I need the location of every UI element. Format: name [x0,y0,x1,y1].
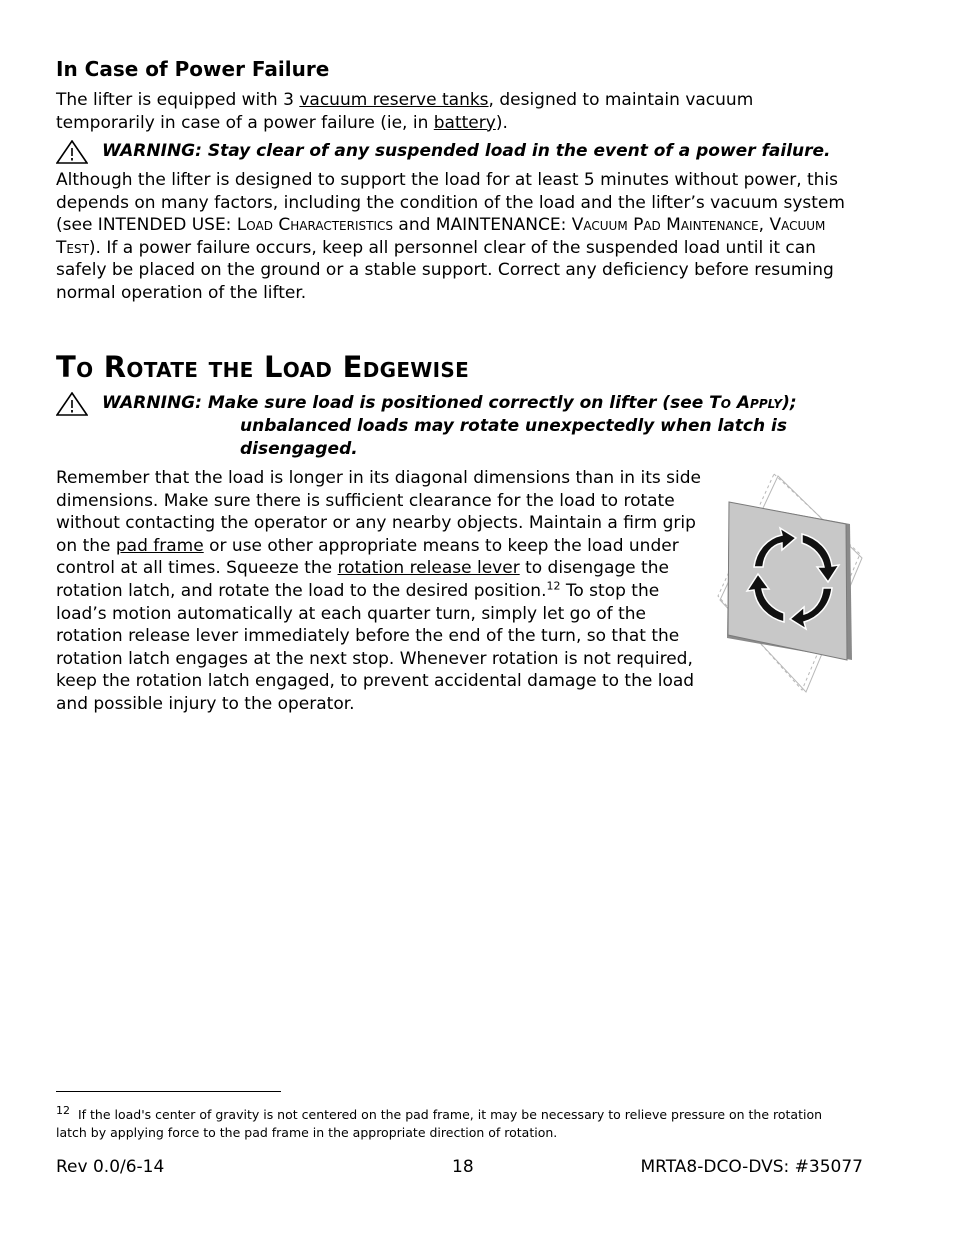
rotate-text-4: To stop the load’s motion automatically at each quarter turn, simply let go of the rotation release lever immediately before the end of the turn, so that the rotation latch engages at the next stop. Whenever rotation is not required, keep the rotation latch engaged, to prevent accidental damage to the load and possible injury to the operator. [56,580,695,714]
body-text-2: and MAINTENANCE: [393,215,572,236]
battery-link: battery [433,112,496,133]
rotate-text-1: Remember that the load is longer in its diagonal dimensions than in its side dimensions. Make sure there is sufficient clearance for the load to rotate without contacting the operator or any nearby objects. Maintain a firm grip on the [56,468,701,556]
footnote [56,1103,856,1142]
warning-text: WARNING: Stay clear of any suspended load in the event of a power failure. [102,141,831,161]
vacuum-reserve-tanks-link: vacuum reserve tanks [299,90,489,110]
footnote-ref: 12 [546,579,561,593]
to-apply-ref: To Apply [709,393,783,413]
rotation-release-lever-link: rotation release lever [337,558,520,579]
warning-triangle-icon [56,392,88,416]
rotate-warning-text-1: WARNING: Make sure load is positioned correctly on lifter (see [102,393,710,413]
rotate-text-3: to disengage the rotation latch, and rotate the load to the desired position. [56,558,669,601]
rotate-warning-text [102,392,797,415]
rotate-warning [56,392,856,462]
footer-page-number: 18 [452,1157,474,1177]
vacuum-pad-maintenance-ref: Vacuum Pad Maintenance [571,215,759,236]
intro-text-2: , designed to maintain vacuum temporarily in case of a power failure (ie, in [56,90,754,133]
power-failure-intro [56,89,856,134]
intro-text-1: The lifter is equipped with 3 [56,90,300,110]
footnote-separator [56,1091,281,1092]
load-characteristics-ref: Load Characteristics [236,215,393,236]
power-failure-heading: In Case of Power Failure [56,57,330,81]
load-panel [727,502,852,660]
rotate-warning-continued: unbalanced loads may rotate unexpectedly when latch is disengaged. [240,416,787,459]
intro-text-3: ). [495,112,508,133]
footer-revision: Rev 0.0/6-14 [56,1157,165,1177]
rotate-body [56,467,706,716]
footnote-text: If the load's center of gravity is not centered on the pad frame, it may be necessary to relieve pressure on the rotation latch by applying force to the pad frame in the appropriate direction of rotation. [56,1107,823,1140]
rotate-text-2: or use other appropriate means to keep the load under control at all times. Squeeze the [56,535,679,579]
rotate-warning-text-2: ); [782,393,797,413]
warning-triangle-icon [56,140,88,164]
rotating-load-illustration [716,472,866,698]
body-text-1: Although the lifter is designed to support the load for at least 5 minutes without power, this depends on many factors, including the condition of the load and the lifter’s vacuum system (see INTENDED USE: [56,170,845,236]
power-failure-warning [56,140,856,164]
footer-document-id: MRTA8-DCO-DVS: #35077 [640,1157,863,1177]
vacuum-test-ref: Vacuum Test [56,215,826,258]
footnote-number: 12 [56,1103,70,1117]
rotate-section-heading: To Rotate the Load Edgewise [56,350,470,384]
body-text-4: ). If a power failure occurs, keep all personnel clear of the suspended load until it can safely be placed on the ground or a stable support. Correct any deficiency before resuming normal operation of the lifter. [56,237,834,303]
pad-frame-link: pad frame [115,535,204,556]
body-text-3: , [758,215,770,236]
power-failure-body [56,169,862,305]
